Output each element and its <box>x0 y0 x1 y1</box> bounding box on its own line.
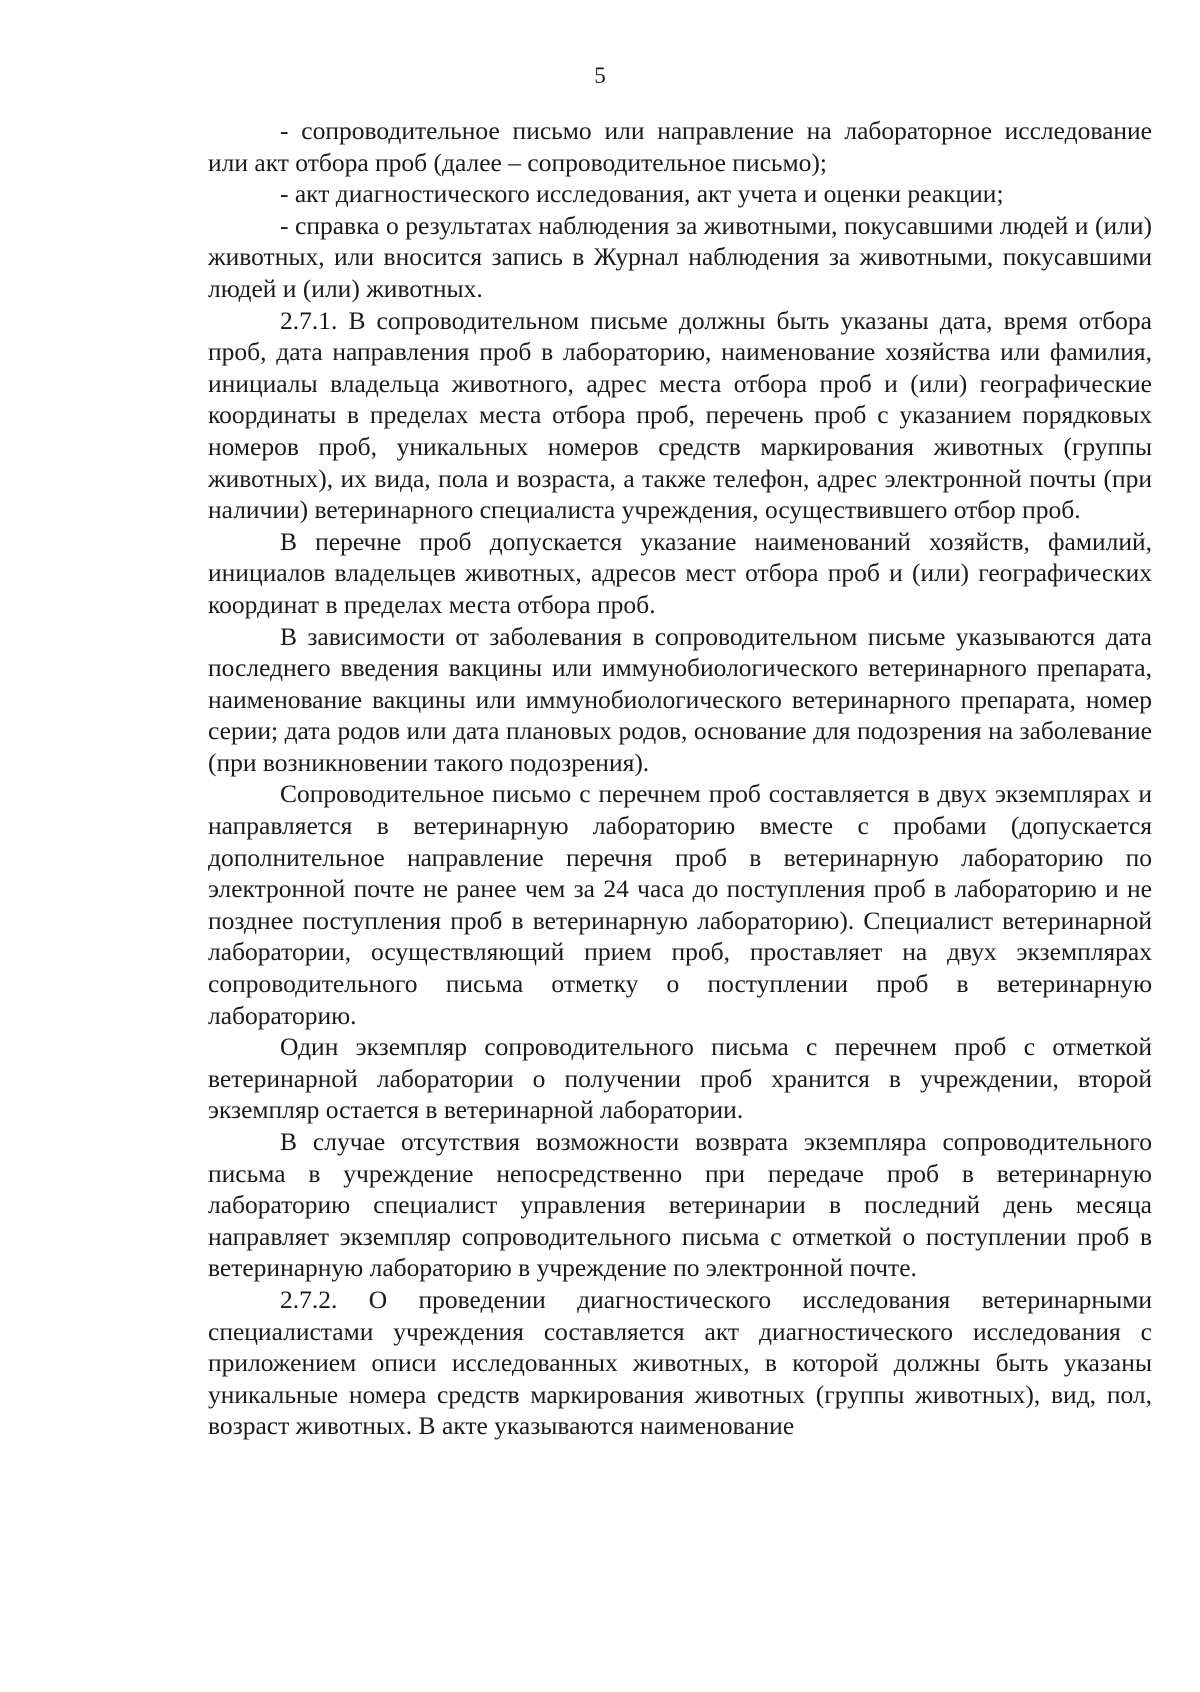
page-number: 5 <box>594 63 606 88</box>
body-text <box>208 115 1152 1442</box>
paragraph-disease-dependent-info: В зависимости от заболевания в сопроводительном письме указываются дата последнего введения вакцины или иммунобиологического ветеринарного препарата, наименование вакцины или иммунобиологического ветеринарного препарата, номер серии; дата родов или дата плановых родов, основание для подозрения на заболевание (при возникновении такого подозрения). <box>208 621 1152 777</box>
paragraph-diagnostic-act-item: - акт диагностического исследования, акт учета и оценки реакции; <box>280 179 1004 209</box>
paragraph-section-2-7-2: 2.7.2. О проведении диагностического исследования ветеринарными специалистами учреждения составляется акт диагностического исследования с приложением описи исследованных животных, в которой должны быть указаны уникальные номера средств маркирования животных (группы животных), вид, пол, возраст животных. В акте указываются наименование <box>208 1284 1152 1441</box>
paragraph-sample-list: В перечне проб допускается указание наименований хозяйств, фамилий, инициалов владельцев животных, адресов мест отбора проб и (или) географических координат в пределах места отбора проб. <box>208 526 1152 619</box>
paragraph-section-2-7-1: 2.7.1. В сопроводительном письме должны быть указаны дата, время отбора проб, дата направления проб в лабораторию, наименование хозяйства или фамилия, инициалы владельца животного, адрес места отбора проб и (или) географические координаты в пределах места отбора проб, перечень проб с указанием порядковых номеров проб, уникальных номеров средств маркирования животных (группы животных), их вида, пола и возраста, а также телефон, адрес электронной почты (при наличии) ветеринарного специалиста учреждения, осуществившего отбор проб. <box>208 305 1152 525</box>
paragraph-observation-certificate-item: - справка о результатах наблюдения за животными, покусавшими людей и (или) животных, или вносится запись в Журнал наблюдения за животными, покусавшими людей и (или) животных. <box>208 210 1152 303</box>
paragraph-no-return-case: В случае отсутствия возможности возврата экземпляра сопроводительного письма в учреждение непосредственно при передаче проб в ветеринарную лабораторию специалист управления ветеринарии в последний день месяца направляет экземпляр сопроводительного письма с отметкой о поступлении проб в ветеринарную лабораторию в учреждение по электронной почте. <box>208 1127 1152 1283</box>
paragraph-two-copies: Сопроводительное письмо с перечнем проб составляется в двух экземплярах и направляется в ветеринарную лабораторию вместе с пробами (допускается дополнительное направление перечня проб в ветеринарную лабораторию по электронной почте не ранее чем за 24 часа до поступления проб в лабораторию и не позднее поступления проб в ветеринарную лабораторию). Специалист ветеринарной лаборатории, осуществляющий прием проб, проставляет на двух экземплярах сопроводительного письма отметку о поступлении проб в ветеринарную лабораторию. <box>208 779 1152 1030</box>
paragraph-accompanying-letter-item: - сопроводительное письмо или направление на лабораторное исследование или акт отбора проб (далее – сопроводительное письмо); <box>208 116 1152 177</box>
paragraph-copy-storage: Один экземпляр сопроводительного письма с перечнем проб с отметкой ветеринарной лаборатории о получении проб хранится в учреждении, второй экземпляр остается в ветеринарной лаборатории. <box>208 1032 1152 1125</box>
